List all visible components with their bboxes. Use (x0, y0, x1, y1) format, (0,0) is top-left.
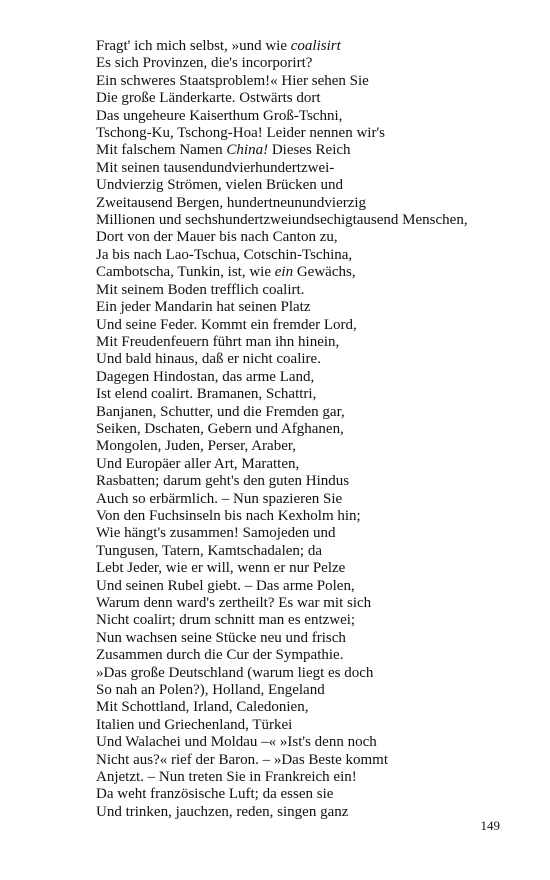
poem-line (96, 630, 536, 647)
line-text: Da weht französische Luft; da essen sie (96, 786, 334, 803)
line-text: Und Walachei und Moldau –« »Ist's denn noch (96, 734, 377, 751)
poem-line (96, 473, 536, 490)
poem-line (96, 108, 536, 125)
line-text: Und Europäer aller Art, Maratten, (96, 455, 300, 472)
poem-line (96, 804, 536, 821)
poem-line (96, 595, 536, 612)
line-text: Zweitausend Bergen, hundertneunundvierzig (96, 194, 367, 211)
poem-line (96, 160, 536, 177)
poem-line (96, 456, 536, 473)
poem-line (96, 699, 536, 716)
page-number: 149 (480, 818, 500, 833)
line-text: Mit seinen tausendundvierhundertzwei- (96, 159, 335, 176)
line-text: Und trinken, jauchzen, reden, singen ganz (96, 803, 349, 820)
line-text: Ein jeder Mandarin hat seinen Platz (96, 299, 311, 316)
line-text: Italien und Griechenland, Türkei (96, 716, 293, 733)
poem-line (96, 317, 536, 334)
poem-line (96, 195, 536, 212)
line-text: Millionen und sechshundertzweiundsechigtausend Menschen, (96, 212, 468, 229)
line-text: Und seinen Rubel giebt. – Das arme Polen, (96, 577, 355, 594)
line-text: Gewächs, (293, 264, 356, 281)
line-text: Das ungeheure Kaiserthum Groß-Tschni, (96, 107, 343, 124)
poem-line (96, 612, 536, 629)
poem-text-block (96, 38, 536, 821)
line-text: Zusammen durch die Cur der Sympathie. (96, 647, 344, 664)
poem-line (96, 404, 536, 421)
poem-line (96, 647, 536, 664)
line-text: »Das große Deutschland (warum liegt es doch (96, 664, 374, 681)
poem-line (96, 525, 536, 542)
poem-line (96, 734, 536, 751)
line-text: Und bald hinaus, daß er nicht coalire. (96, 351, 321, 368)
line-text: Nicht coalirt; drum schnitt man es entzwei; (96, 612, 356, 629)
emphasized-text: coalisirt (290, 38, 341, 54)
line-text: So nah an Polen?), Holland, Engeland (96, 682, 325, 699)
line-text: Banjanen, Schutter, und die Fremden gar, (96, 403, 345, 420)
line-text: Tschong-Ku, Tschong-Hoa! Leider nennen wir's (96, 125, 385, 142)
line-text: Lebt Jeder, wie er will, wenn er nur Pelze (96, 560, 346, 577)
line-text: Nun wachsen seine Stücke neu und frisch (96, 629, 346, 646)
poem-line (96, 351, 536, 368)
line-text: Die große Länderkarte. Ostwärts dort (96, 90, 321, 107)
line-text: Cambotscha, Tunkin, ist, wie (96, 264, 275, 281)
line-text: Wie hängt's zusammen! Samojeden und (96, 525, 336, 542)
line-text: Warum denn ward's zertheilt? Es war mit sich (96, 595, 372, 611)
poem-line (96, 786, 536, 803)
poem-line (96, 125, 536, 142)
line-text: Rasbatten; darum geht's den guten Hindus (96, 473, 350, 490)
poem-line (96, 421, 536, 438)
poem-line (96, 369, 536, 386)
emphasized-text: China! (226, 142, 269, 159)
line-text: Dieses Reich (268, 142, 351, 159)
line-text: Ein schweres Staatsproblem!« Hier sehen Sie (96, 72, 369, 89)
line-text: Mit seinem Boden trefflich coalirt. (96, 281, 305, 298)
line-text: Mit Schottland, Irland, Caledonien, (96, 699, 309, 716)
poem-line (96, 560, 536, 577)
poem-line (96, 299, 536, 316)
poem-line (96, 386, 536, 403)
emphasized-text: ein (274, 264, 294, 281)
poem-line (96, 508, 536, 525)
poem-line (96, 247, 536, 264)
poem-line (96, 578, 536, 595)
line-text: Dagegen Hindostan, das arme Land, (96, 368, 315, 385)
line-text: Mit Freudenfeuern führt man ihn hinein, (96, 333, 340, 350)
line-text: Undvierzig Strömen, vielen Brücken und (96, 177, 344, 194)
poem-line (96, 90, 536, 107)
line-text: Fragt' ich mich selbst, »und wie (96, 38, 291, 54)
poem-line (96, 282, 536, 299)
poem-line (96, 38, 536, 55)
poem-line (96, 212, 536, 229)
line-text: Tungusen, Tatern, Kamtschadalen; da (96, 542, 322, 559)
poem-line (96, 229, 536, 246)
line-text: Dort von der Mauer bis nach Canton zu, (96, 229, 338, 246)
line-text: Von den Fuchsinseln bis nach Kexholm hin; (96, 507, 361, 524)
poem-line (96, 543, 536, 560)
line-text: Und seine Feder. Kommt ein fremder Lord, (96, 316, 357, 333)
poem-line (96, 438, 536, 455)
line-text: Ja bis nach Lao-Tschua, Cotschin-Tschina, (96, 246, 353, 263)
poem-line (96, 752, 536, 769)
poem-line (96, 491, 536, 508)
poem-line (96, 682, 536, 699)
line-text: Auch so erbärmlich. – Nun spazieren Sie (96, 490, 343, 507)
line-text: Nicht aus?« rief der Baron. – »Das Beste kommt (96, 751, 389, 768)
poem-line (96, 142, 536, 159)
poem-line (96, 717, 536, 734)
line-text: Seiken, Dschaten, Gebern und Afghanen, (96, 420, 344, 437)
line-text: Mit falschem Namen (96, 142, 227, 159)
poem-line (96, 55, 536, 72)
line-text: Anjetzt. – Nun treten Sie in Frankreich ein! (96, 769, 357, 786)
poem-line (96, 177, 536, 194)
poem-line (96, 769, 536, 786)
poem-line (96, 264, 536, 281)
poem-line (96, 665, 536, 682)
line-text: Mongolen, Juden, Perser, Araber, (96, 438, 297, 455)
line-text: Ist elend coalirt. Bramanen, Schattri, (96, 386, 317, 403)
line-text: Es sich Provinzen, die's incorporirt? (96, 55, 313, 72)
poem-line (96, 334, 536, 351)
poem-line (96, 73, 536, 90)
